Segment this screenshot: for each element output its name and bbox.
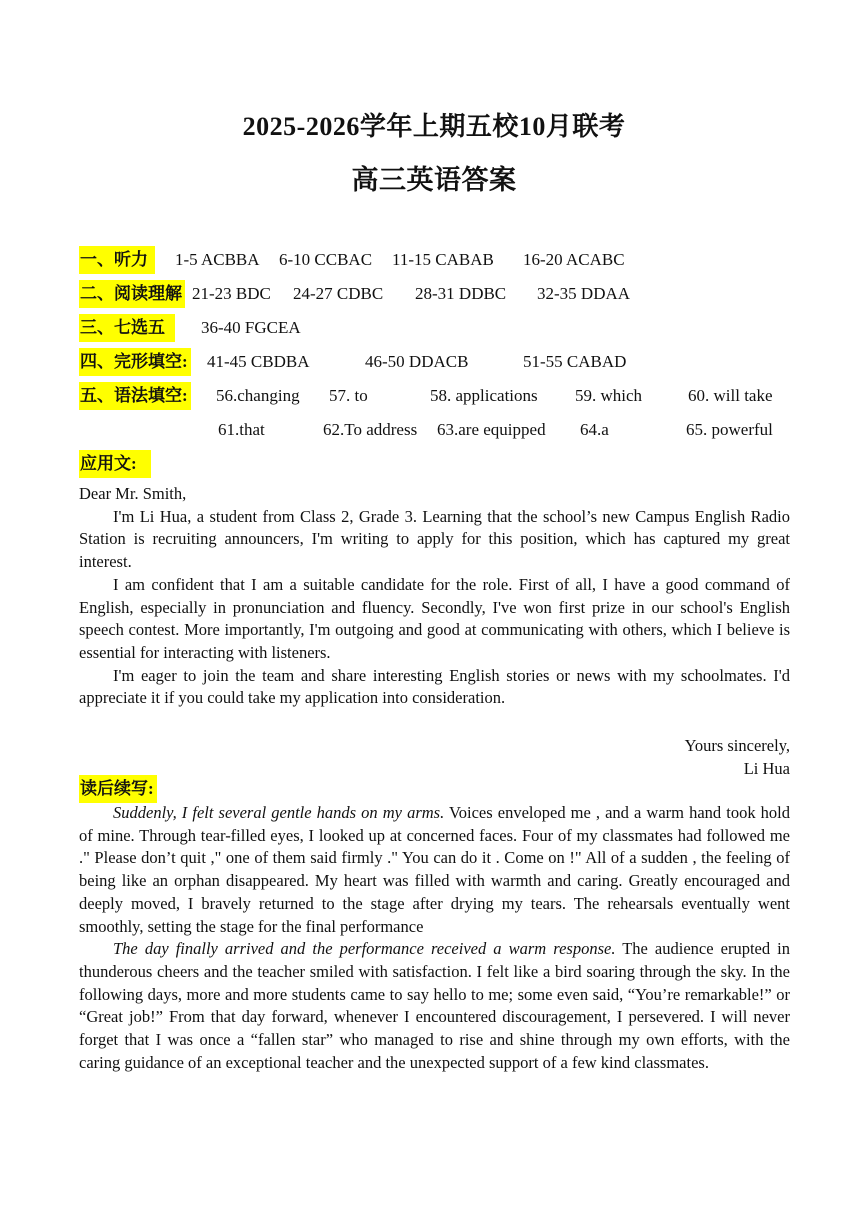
letter-body	[79, 483, 790, 710]
answer-group: 6-10 CCBAC	[279, 250, 373, 269]
letter-signature: Li Hua	[743, 758, 790, 778]
paragraph-text: The audience erupted in thunderous cheers and the teacher smiled with satisfaction. I felt like a bird soaring through the sky. In the following days, more and more students came to say hello to me; some even said, “You’re remarkable!” or “Great job!” From that day forward, whenever I encountered discouragement, I persevered. I will never forget that I was once a “fallen star” who managed to rise and shine through my own efforts, with the caring guidance of an exceptional teacher and the unexpected support of a few kind classmates.	[79, 939, 791, 1072]
section-label: 二、阅读理解	[79, 280, 185, 308]
answer-item: 63.are equipped	[437, 420, 546, 439]
answer-item: 64.a	[580, 420, 609, 439]
answer-group: 16-20 ACABC	[523, 250, 625, 269]
letter-closing: Yours sincerely,	[684, 736, 790, 755]
answer-group: 36-40 FGCEA	[201, 318, 301, 337]
letter-paragraph: I am confident that I am a suitable candidate for the role. First of all, I have a good command of English, especially in pronunciation and fluency. Secondly, I've won first prize in our school's English speech contest. More importantly, I'm outgoing and good at communicating with others, which I believe is essential for interacting with listeners.	[79, 574, 790, 662]
section-label: 一、听力	[79, 246, 155, 274]
section-cloze	[79, 348, 627, 378]
letter-paragraph: I'm Li Hua, a student from Class 2, Grade 3. Learning that the school’s new Campus English Radio Station is recruiting announcers, I'm writing to apply for this position, which has captured my great interest.	[79, 506, 790, 572]
section-label: 三、七选五	[79, 314, 175, 342]
continuation-writing-heading	[79, 775, 157, 805]
section-label: 四、完形填空:	[79, 348, 191, 376]
practical-writing-heading	[79, 450, 151, 480]
answer-group: 32-35 DDAA	[537, 284, 631, 303]
answer-item: 56.changing	[216, 386, 300, 405]
document-title: 2025-2026学年上期五校10月联考	[242, 112, 626, 141]
section-listening	[79, 246, 625, 276]
answer-item: 60. will take	[688, 386, 773, 405]
answer-group: 46-50 DDACB	[365, 352, 469, 371]
continuation-body	[79, 802, 790, 1074]
document-subtitle: 高三英语答案	[351, 165, 517, 195]
section-label: 应用文:	[79, 450, 151, 478]
answer-group: 11-15 CABAB	[392, 250, 494, 269]
given-opening-sentence: The day finally arrived and the performance received a warm response.	[113, 939, 616, 959]
paragraph-text: Voices enveloped me , and a warm hand took hold of mine. Through tear-filled eyes, I looked up at concerned faces. Four of my classmates had followed me ." Please don’t quit ," one of them said firmly ." You can do it . Come on !" All of a sudden , the feeling of being like an orphan disappeared. My heart was filled with warmth and caring. Greatly encouraged and deeply moved, I bravely returned to the stage after drying my tears. The rehearsals eventually went smoothly, setting the stage for the final performance	[79, 803, 790, 936]
section-label: 五、语法填空:	[79, 382, 191, 410]
section-label: 读后续写:	[79, 775, 157, 803]
section-grammar	[79, 382, 773, 412]
given-opening-sentence: Suddenly, I felt several gentle hands on my arms.	[113, 803, 445, 822]
answer-item: 59. which	[575, 386, 643, 405]
letter-paragraph: I'm eager to join the team and share interesting English stories or news with my schoolmates. I'd appreciate it if you could take my application into consideration.	[79, 665, 790, 708]
answer-item: 61.that	[218, 420, 265, 439]
answer-item: 62.To address	[323, 420, 418, 439]
answer-item: 65. powerful	[686, 420, 773, 439]
continuation-paragraph	[79, 938, 790, 1074]
answer-group: 21-23 BDC	[192, 284, 271, 303]
continuation-paragraph	[79, 802, 790, 938]
letter-signoff	[79, 735, 790, 780]
answer-group: 24-27 CDBC	[293, 284, 384, 303]
answer-group: 28-31 DDBC	[415, 284, 507, 303]
section-seven-choose-five	[79, 314, 301, 344]
section-reading	[79, 280, 631, 310]
letter-greeting: Dear Mr. Smith,	[79, 484, 187, 503]
answer-group: 1-5 ACBBA	[175, 250, 260, 269]
answer-group: 51-55 CABAD	[523, 352, 627, 371]
answer-item: 57. to	[329, 386, 368, 405]
answer-group: 41-45 CBDBA	[207, 352, 310, 371]
answer-item: 58. applications	[430, 386, 538, 405]
